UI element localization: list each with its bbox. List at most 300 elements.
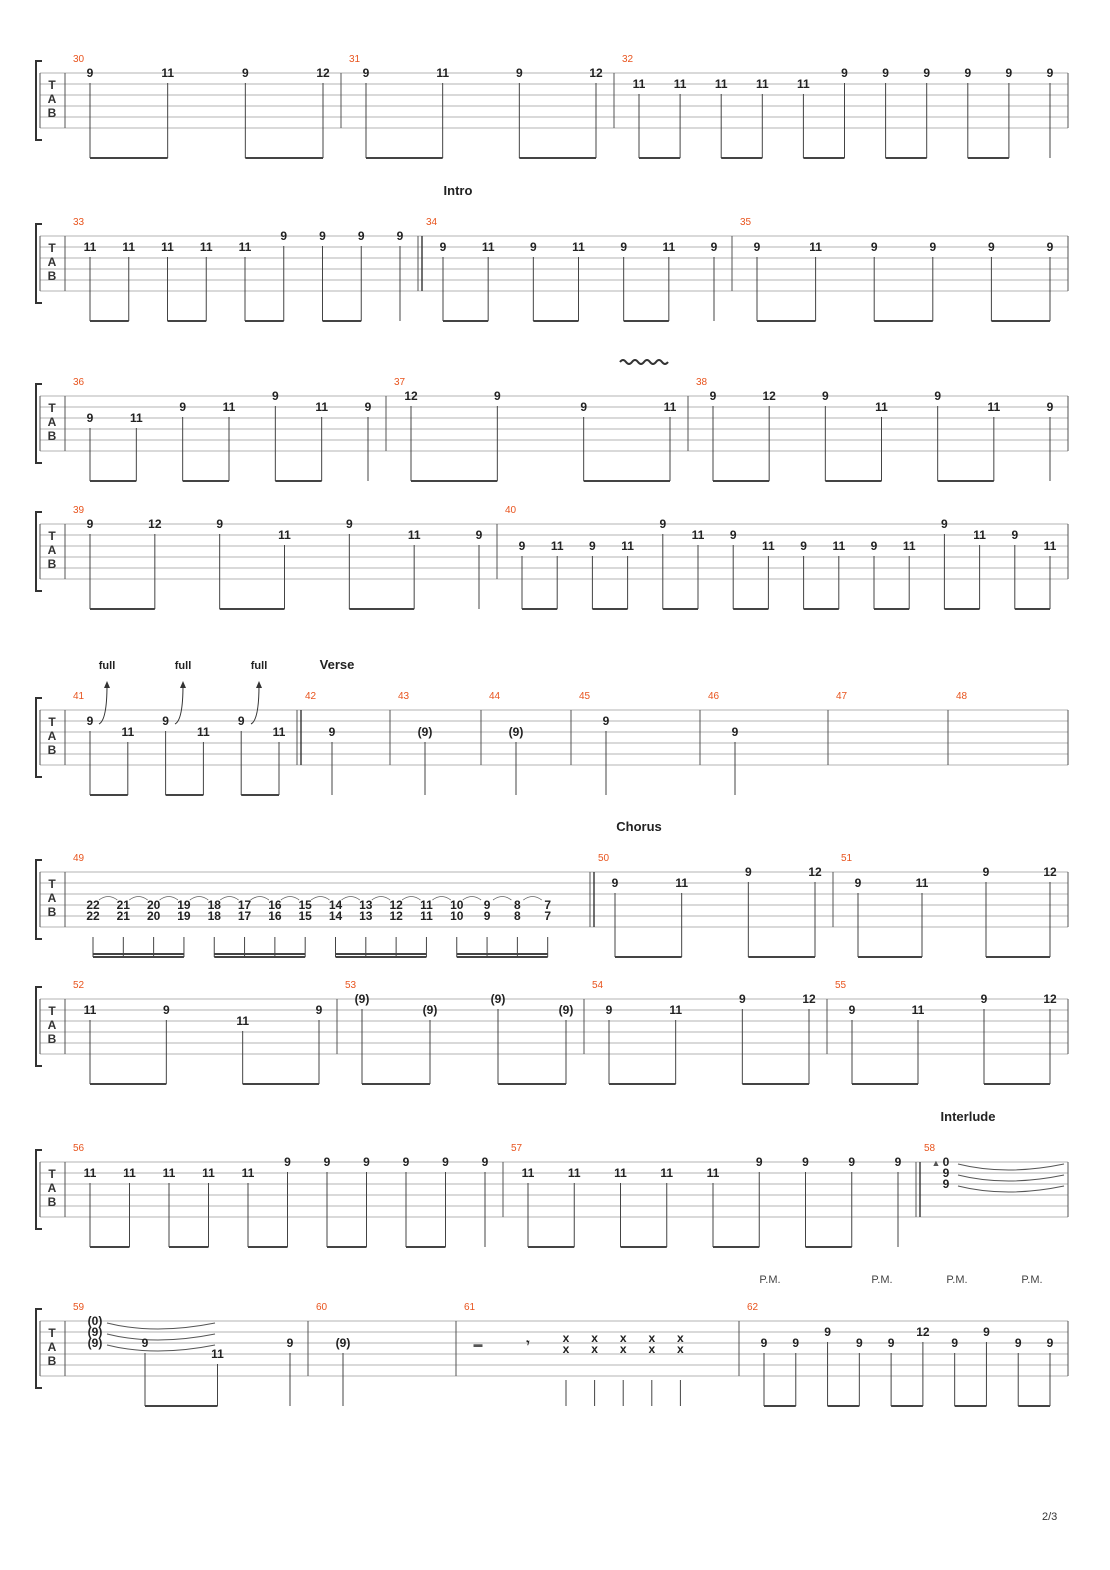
fret-number: 11 [614,1166,627,1180]
fret-number: 11 [315,400,329,414]
measure-number: 32 [622,54,634,65]
measure-number: 50 [598,853,610,864]
fret-number: 9 [483,909,491,923]
slur [281,897,299,901]
fret-number: 9 [848,1003,856,1017]
fret-number: (9) [422,1003,438,1017]
fret-number: 9 [882,66,889,80]
fret-number: 11 [481,240,495,254]
fret-number: 9 [86,66,94,80]
tab-clef-letter: A [47,1181,57,1195]
tab-clef-letter: A [47,415,57,429]
tie [958,1164,1064,1170]
fret-number: 16 [268,898,282,912]
fret-number: 11 [662,240,676,254]
fret-number: 11 [911,1003,925,1017]
fret-number: 9 [709,389,717,403]
fret-number: 11 [241,1166,255,1180]
fret-number: (9) [558,1003,574,1017]
fret-number: 9 [357,229,365,243]
fret-number: 11 [1043,539,1057,553]
fret-number: 14 [328,898,343,912]
bend-arrowhead [256,681,262,688]
fret-number: 9 [894,1155,902,1169]
fret-number: 9 [848,1155,856,1169]
tie [107,1323,215,1329]
tab-clef-letter: B [47,557,57,571]
fret-number: 18 [207,909,221,923]
fret-number: 9 [982,865,990,879]
fret-number: 9 [493,389,501,403]
fret-number: 11 [621,539,634,553]
fret-number: 9 [854,876,862,890]
section-label: Verse [319,657,355,672]
fret-number: 11 [161,66,175,80]
fret-number: 11 [632,77,646,91]
fret-number: 14 [328,909,343,923]
measure-number: 41 [73,691,85,702]
fret-number: 11 [973,528,986,542]
fret-number: 11 [122,240,136,254]
measure-number: 39 [73,505,85,516]
measure-number: 51 [841,853,853,864]
measure-number: 62 [747,1302,759,1313]
fret-number: 11 [236,1014,250,1028]
tab-clef-letter: B [47,429,57,443]
fret-number: 22 [86,898,100,912]
fret-number: 9 [855,1336,863,1350]
fret-number: 9 [983,1325,990,1339]
fret-number: 9 [1011,528,1019,542]
fret-number: (0) [87,1314,103,1328]
fret-number: 21 [116,898,130,912]
fret-number: (9) [490,992,506,1006]
slur [99,897,117,901]
fret-number: 9 [345,517,353,531]
tab-clef-letter: T [48,1004,56,1018]
fret-number: 10 [450,898,464,912]
fret-number: 9 [755,1155,763,1169]
tab-clef-letter: T [48,401,56,415]
measure-number: 40 [505,505,517,516]
bend-arrow [99,685,107,724]
fret-number: 18 [207,898,221,912]
fret-number: 11 [83,1166,97,1180]
bend-arrowhead [104,681,110,688]
measure-number: 43 [398,691,410,702]
fret-number: 9 [179,400,187,414]
fret-number: 11 [161,240,174,254]
fret-number: 11 [706,1166,720,1180]
bend-label: full [174,660,192,672]
measure-number: 58 [924,1143,936,1154]
fret-number: 9 [934,389,942,403]
tab-clef-letter: B [47,1354,57,1368]
fret-number: 11 [83,1003,97,1017]
palm-mute-label: P.M. [946,1274,968,1286]
fret-number: 9 [1046,240,1054,254]
fret-number: 9 [402,1155,410,1169]
fret-number: 9 [323,1155,331,1169]
fret-number: 9 [929,240,937,254]
fret-number: 9 [241,66,249,80]
fret-number: (9) [87,1336,103,1350]
fret-number: 11 [567,1166,581,1180]
fret-number: 9 [941,517,948,531]
fret-number: 11 [675,876,689,890]
tab-clef-letter: T [48,1326,56,1340]
tie [958,1186,1064,1192]
fret-number: 9 [396,229,404,243]
dead-note: x [591,1331,598,1345]
fret-number: 9 [319,229,326,243]
fret-number: 9 [964,66,972,80]
fret-number: 22 [86,909,100,923]
fret-number: 9 [362,66,370,80]
section-label: Intro [443,183,473,198]
fret-number: 7 [544,898,552,912]
fret-number: 12 [404,389,418,403]
fret-number: 11 [691,528,705,542]
measure-number: 45 [579,691,591,702]
fret-number: 9 [753,240,761,254]
fret-number: 12 [1043,865,1057,879]
tab-clef-letter: T [48,241,56,255]
fret-number: 20 [146,909,161,923]
tab-clef-letter: A [47,543,57,557]
fret-number: 9 [760,1336,768,1350]
fret-number: 11 [987,400,1001,414]
fret-number: 9 [710,240,718,254]
measure-number: 55 [835,980,847,991]
slur [402,897,420,901]
fret-number: 9 [870,240,878,254]
dead-note: x [619,1342,627,1356]
fret-number: 11 [832,539,846,553]
measure-number: 38 [696,377,708,388]
tab-clef-letter: A [47,1018,57,1032]
fret-number: 9 [518,539,526,553]
fret-number: 20 [146,898,161,912]
fret-number: 12 [808,865,822,879]
fret-number: (9) [335,1336,351,1350]
tab-clef-letter: B [47,1032,57,1046]
bend-arrowhead [180,681,186,688]
fret-number: 11 [407,528,421,542]
slur [372,897,390,901]
measure-number: 42 [305,691,317,702]
fret-number: 17 [237,909,252,923]
measure-number: 48 [956,691,968,702]
tie [107,1345,215,1351]
tab-clef-letter: A [47,1340,57,1354]
fret-number: 11 [669,1003,683,1017]
measure-number: 54 [592,980,604,991]
dead-note: x [619,1331,627,1345]
fret-number: 19 [177,909,191,923]
fret-number: 11 [278,528,291,542]
tab-clef-letter: A [47,891,57,905]
fret-number: 9 [237,714,245,728]
fret-number: 9 [887,1336,895,1350]
fret-number: 11 [123,1166,136,1180]
fret-number: 12 [916,1325,930,1339]
fret-number: 10 [450,909,464,923]
fret-number: 11 [797,77,810,91]
dead-note: x [648,1331,656,1345]
fret-number: 9 [942,1177,950,1191]
fret-number: 9 [86,714,94,728]
fret-number: 11 [211,1347,224,1361]
fret-number: 11 [762,539,775,553]
fret-number: 9 [870,539,878,553]
measure-number: 30 [73,54,85,65]
fret-number: 9 [1046,66,1054,80]
fret-number: 11 [915,876,929,890]
measure-number: 61 [464,1302,476,1313]
tie [107,1334,215,1340]
tab-clef-letter: T [48,715,56,729]
fret-number: 9 [923,66,931,80]
slur [311,897,329,901]
fret-number: 9 [483,898,491,912]
fret-number: 7 [544,909,552,923]
tab-clef-letter: A [47,729,57,743]
dead-note: x [562,1342,570,1356]
fret-number: 9 [824,1325,831,1339]
section-label: Chorus [616,819,662,834]
fret-number: 9 [802,1155,809,1169]
slur [160,897,178,901]
fret-number: 9 [1005,66,1013,80]
fret-number: 9 [515,66,523,80]
fret-number: 9 [442,1155,449,1169]
fret-number: 9 [328,725,336,739]
fret-number: 9 [988,240,995,254]
fret-number: 11 [436,66,450,80]
palm-mute-label: P.M. [759,1274,781,1286]
tab-clef-letter: B [47,269,57,283]
vibrato-mark [620,360,668,364]
fret-number: 9 [1046,1336,1054,1350]
fret-number: 9 [216,517,224,531]
fret-number: 11 [420,898,433,912]
fret-number: 9 [729,528,737,542]
measure-number: 47 [836,691,848,702]
tab-clef-letter: T [48,78,56,92]
fret-number: 11 [663,400,677,414]
tie [958,1175,1064,1181]
fret-number: 9 [800,539,807,553]
fret-number: 9 [284,1155,291,1169]
fret-number: 11 [222,400,236,414]
measure-number: 60 [316,1302,328,1313]
fret-number: 15 [298,898,312,912]
slur [493,897,511,901]
dead-note: x [648,1342,656,1356]
measure-number: 44 [489,691,501,702]
tab-clef-letter: B [47,905,57,919]
bend-arrow [175,685,183,724]
fret-number: 11 [673,77,687,91]
fret-number: 11 [199,240,213,254]
fret-number: 9 [439,240,447,254]
fret-number: 16 [268,909,282,923]
rest-symbol: 𝄾 [526,1336,530,1350]
fret-number: 11 [238,240,252,254]
fret-number: 9 [363,1155,370,1169]
section-label: Interlude [940,1109,996,1124]
measure-number: 33 [73,217,85,228]
tab-clef-letter: B [47,106,57,120]
page-number: 2/3 [1042,1511,1058,1523]
fret-number: 9 [951,1336,959,1350]
slur [251,897,269,901]
fret-number: 11 [714,77,728,91]
measure-number: 46 [708,691,720,702]
fret-number: 9 [481,1155,489,1169]
fret-number: 0 [942,1155,950,1169]
measure-number: 52 [73,980,85,991]
fret-number: 9 [86,517,94,531]
fret-number: 8 [514,909,521,923]
fret-number: 11 [121,725,135,739]
fret-number: 12 [1043,992,1057,1006]
bend-label: full [98,660,116,672]
fret-number: 12 [316,66,330,80]
fret-number: 9 [271,389,279,403]
bend-label: full [250,660,268,672]
measure-number: 53 [345,980,357,991]
fret-number: 11 [202,1166,215,1180]
fret-number: 12 [389,909,403,923]
fret-number: 11 [162,1166,176,1180]
accent-mark: ▲ [931,1158,941,1168]
rest-symbol: ▬ [473,1339,483,1349]
measure-number: 36 [73,377,85,388]
fret-number: 9 [86,411,94,425]
measure-number: 31 [349,54,361,65]
fret-number: 11 [129,411,143,425]
fret-number: 9 [738,992,746,1006]
tab-clef-letter: T [48,529,56,543]
tab-clef-letter: T [48,1167,56,1181]
fret-number: 9 [792,1336,800,1350]
slur [432,897,450,901]
bend-arrow [251,685,259,724]
fret-number: 9 [611,876,619,890]
dead-note: x [677,1331,684,1345]
fret-number: 9 [162,1003,170,1017]
fret-number: 12 [589,66,603,80]
measure-number: 37 [394,377,406,388]
palm-mute-label: P.M. [871,1274,893,1286]
fret-number: 21 [116,909,130,923]
fret-number: 9 [475,528,483,542]
fret-number: 12 [389,898,403,912]
dead-note: x [562,1331,570,1345]
measure-number: 57 [511,1143,523,1154]
fret-number: 9 [141,1336,149,1350]
measure-number: 59 [73,1302,85,1313]
fret-number: 15 [298,909,312,923]
fret-number: 9 [286,1336,294,1350]
fret-number: 12 [802,992,816,1006]
fret-number: 11 [550,539,564,553]
fret-number: 11 [755,77,769,91]
fret-number: 9 [1014,1336,1022,1350]
fret-number: 9 [731,725,739,739]
fret-number: 11 [420,909,433,923]
fret-number: 9 [620,240,628,254]
slur [129,897,147,901]
fret-number: 9 [364,400,372,414]
fret-number: 8 [514,898,521,912]
fret-number: 9 [659,517,667,531]
dead-note: x [677,1342,684,1356]
fret-number: 11 [197,725,210,739]
measure-number: 49 [73,853,85,864]
fret-number: 9 [280,229,288,243]
palm-mute-label: P.M. [1021,1274,1043,1286]
fret-number: 9 [1046,400,1054,414]
fret-number: 12 [762,389,776,403]
fret-number: 11 [521,1166,535,1180]
slur [220,897,238,901]
fret-number: 9 [589,539,596,553]
fret-number: (9) [508,725,524,739]
fret-number: 19 [177,898,191,912]
measure-number: 35 [740,217,752,228]
fret-number: 9 [602,714,610,728]
tab-clef-letter: A [47,92,57,106]
fret-number: 11 [809,240,822,254]
fret-number: 9 [980,992,988,1006]
measure-number: 56 [73,1143,85,1154]
fret-number: 9 [580,400,588,414]
fret-number: (9) [354,992,370,1006]
fret-number: 9 [605,1003,613,1017]
slur [523,897,541,901]
fret-number: 9 [162,714,169,728]
fret-number: 11 [83,240,97,254]
fret-number: 9 [942,1166,950,1180]
fret-number: 17 [237,898,252,912]
fret-number: 9 [315,1003,323,1017]
tab-clef-letter: B [47,1195,57,1209]
fret-number: 11 [902,539,916,553]
fret-number: 13 [359,909,373,923]
fret-number: 9 [529,240,537,254]
fret-number: 9 [821,389,829,403]
fret-number: 9 [744,865,752,879]
measure-number: 34 [426,217,438,228]
fret-number: (9) [87,1325,103,1339]
fret-number: (9) [417,725,433,739]
slur [190,897,208,901]
fret-number: 11 [660,1166,674,1180]
fret-number: 11 [572,240,585,254]
fret-number: 11 [875,400,888,414]
tab-clef-letter: A [47,255,57,269]
fret-number: 13 [359,898,373,912]
tab-clef-letter: T [48,877,56,891]
fret-number: 11 [272,725,286,739]
slur [463,897,481,901]
fret-number: 9 [841,66,848,80]
slur [342,897,360,901]
dead-note: x [591,1342,598,1356]
